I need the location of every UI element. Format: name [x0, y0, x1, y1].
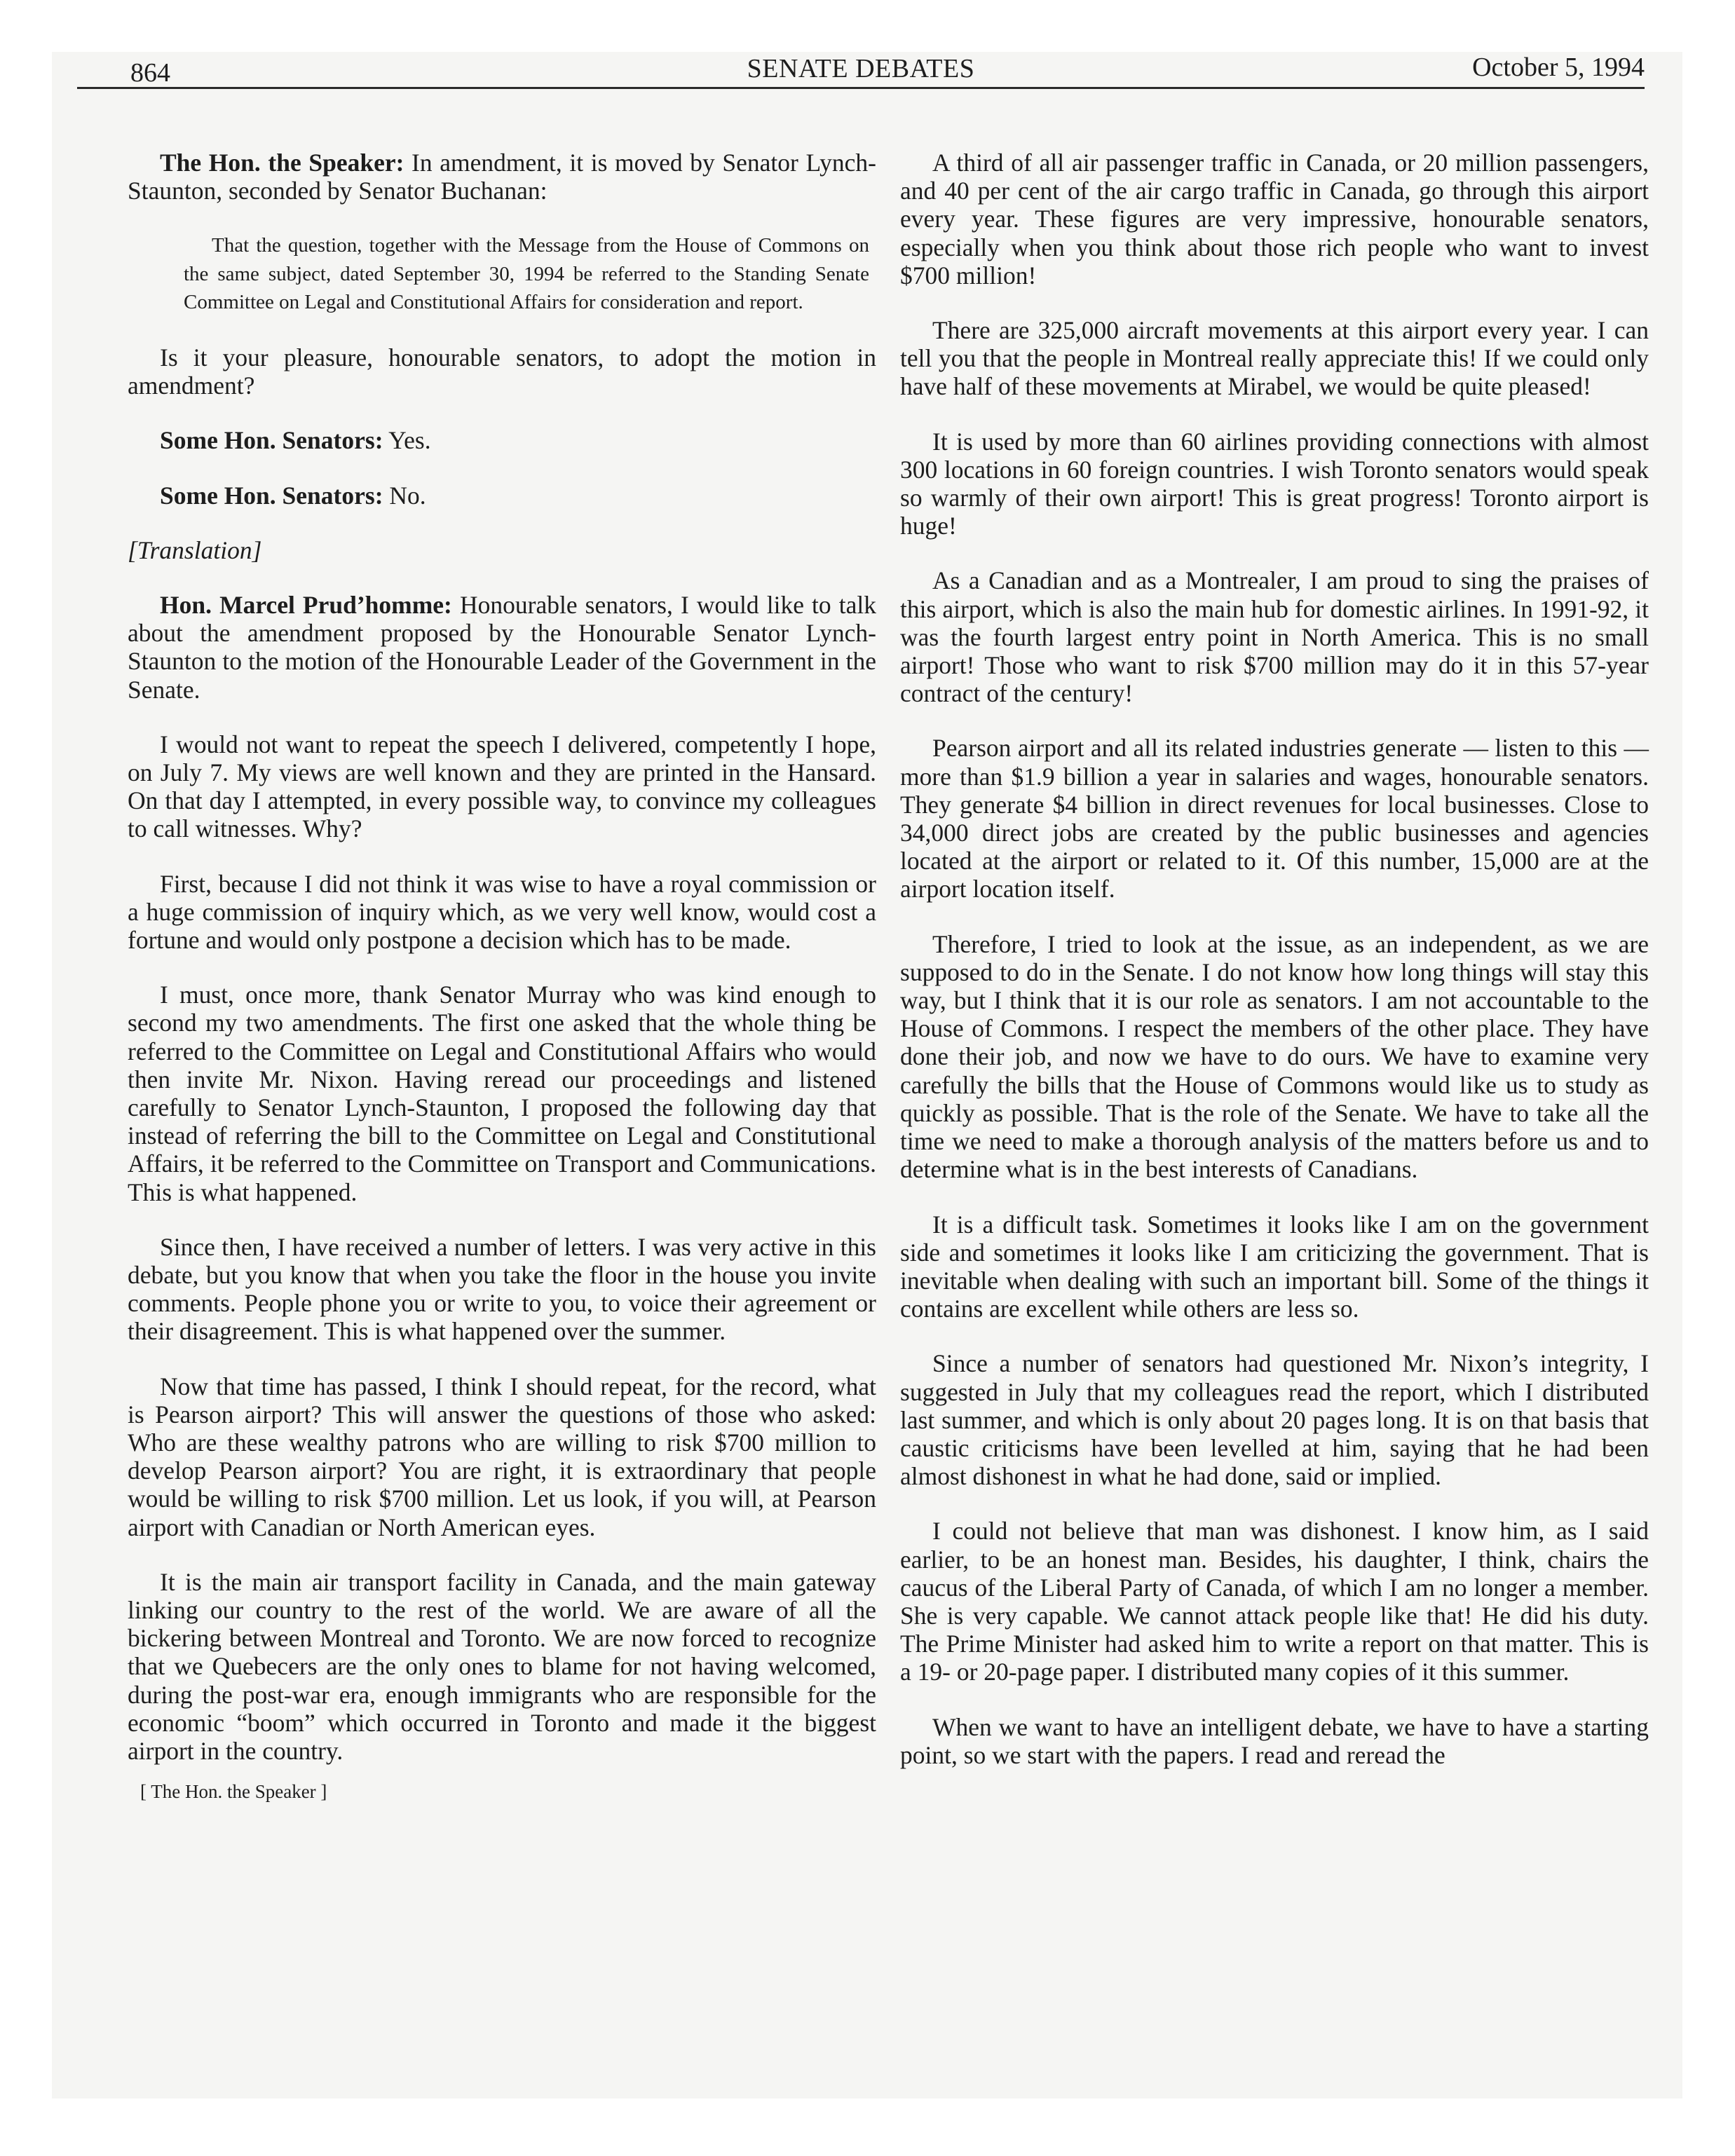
publication-date: October 5, 1994: [1472, 53, 1645, 82]
paragraph: Is it your pleasure, honourable senators, to adopt the motion in amendment?: [128, 343, 876, 400]
speaker-name: Hon. Marcel Prud’homme:: [160, 590, 452, 619]
paragraph: Pearson airport and all its related industries generate — listen to this — more than $1.9 billion a year in salaries and wages, honourable senators. They generate $4 billion in direct revenues for local businesses. Close to 34,000 direct jobs are created by the public businesses and agencies located at the airport or related to it. Of this number, 15,000 are at the airport location itself.: [900, 734, 1649, 903]
page-footnote: [ The Hon. the Speaker ]: [140, 1781, 327, 1803]
paragraph: First, because I did not think it was wise to have a royal commission or a huge commission of inquiry which, as we very well know, would cost a fortune and would only postpone a decision which has to be made.: [128, 869, 876, 954]
translation-tag: [Translation]: [128, 535, 262, 564]
page-number: 864: [130, 58, 170, 88]
left-column: [128, 149, 876, 1803]
paragraph: Since a number of senators had questioned Mr. Nixon’s integrity, I suggested in July that my colleagues read the report, which I distributed last summer, and which is only about 20 pages long. It is on that basis that caustic criticisms have been levelled at him, saying that he had been almost dishonest in what he had done, said or implied.: [900, 1349, 1649, 1491]
paragraph: When we want to have an intelligent debate, we have to have a starting point, so we start with the papers. I read and reread the: [900, 1712, 1649, 1769]
paragraph: [128, 591, 876, 704]
paragraph: I would not want to repeat the speech I delivered, competently I hope, on July 7. My views are well known and they are printed in the Hansard. On that day I attempted, in every possible way, to convince my colleagues to call witnesses. Why?: [128, 730, 876, 843]
paragraph: Now that time has passed, I think I should repeat, for the record, what is Pearson airport? This will answer the questions of those who asked: Who are these wealthy patrons who are willing to risk $700 million to develop Pearson airport? You are right, it is extraordinary that people would be willing to risk $700 million. Let us look, if you will, at Pearson airport with Canadian or North American eyes.: [128, 1372, 876, 1541]
motion-quote: That the question, together with the Message from the House of Commons on the same subject, dated September 30, 1994 be referred to the Standing Senate Committee on Legal and Constitutional Affairs for consideration and report.: [184, 234, 869, 314]
speech-text: No.: [383, 481, 426, 510]
speech-text: Yes.: [383, 426, 431, 455]
paragraph: As a Canadian and as a Montrealer, I am proud to sing the praises of this airport, which is also the main hub for domestic airlines. In 1991-92, it was the fourth largest entry point in North America. This is no small airport! Those who want to risk $700 million may do it in this 57-year contract of the century!: [900, 566, 1649, 708]
speech-text: In amendment, it is moved by Senator Lynch-Staunton, seconded by Senator Buchanan:: [128, 149, 877, 205]
page-header: [77, 50, 1645, 89]
speech-text: Honourable senators, I would like to talk about the amendment proposed by the Honourable Senator Lynch-Staunton to the motion of the Honourable Leader of the Government in the Senate.: [128, 590, 876, 704]
paragraph: [128, 149, 876, 205]
publication-title: SENATE DEBATES: [747, 54, 975, 83]
paragraph: A third of all air passenger traffic in Canada, or 20 million passengers, and 40 per cent of the air cargo traffic in Canada, go through this airport every year. These figures are very impressive, honourable senators, especially when you think about those rich people who want to invest $700 million!: [900, 149, 1649, 289]
speaker-name: Some Hon. Senators:: [160, 426, 383, 455]
speaker-name: The Hon. the Speaker:: [160, 149, 404, 177]
speaker-name: Some Hon. Senators:: [160, 481, 383, 510]
paragraph: I could not believe that man was dishonest. I know him, as I said earlier, to be an honest man. Besides, his daughter, I think, chairs the caucus of the Liberal Party of Canada, of which I am no longer a member. She is very capable. We cannot attack people like that! He did his duty. The Prime Minister had asked him to write a report on that matter. This is a 19- or 20-page paper. I distributed many copies of it this summer.: [900, 1517, 1649, 1686]
paragraph: It is a difficult task. Sometimes it looks like I am on the government side and sometimes it looks like I am criticizing the government. That is inevitable when dealing with such an important bill. Some of the things it contains are excellent while others are less so.: [900, 1210, 1649, 1323]
right-column: [900, 149, 1649, 1769]
paragraph: I must, once more, thank Senator Murray who was kind enough to second my two amendments. The first one asked that the whole thing be referred to the Committee on Legal and Constitutional Affairs who would then invite Mr. Nixon. Having reread our proceedings and listened carefully to Senator Lynch-Staunton, I proposed the following day that instead of referring the bill to the Committee on Legal and Constitutional Affairs, it be referred to the Committee on Transport and Communications. This is what happened.: [128, 981, 876, 1206]
paragraph: It is used by more than 60 airlines providing connections with almost 300 locations in 60 foreign countries. I wish Toronto senators would speak so warmly of their own airport! This is great progress! Toronto airport is huge!: [900, 427, 1649, 540]
paragraph: [128, 482, 876, 510]
paragraph: It is the main air transport facility in Canada, and the main gateway linking our country to the rest of the world. We are aware of all the bickering between Montreal and Toronto. We are now forced to recognize that we Quebecers are the only ones to blame for not having welcomed, during the post-war era, enough immigrants who are responsible for the economic “boom” which occurred in Toronto and made it the biggest airport in the country.: [128, 1567, 876, 1766]
paragraph: Therefore, I tried to look at the issue, as an independent, as we are supposed to do in the Senate. I do not know how long things will stay this way, but I think that it is our role as senators. I am not accountable to the House of Commons. I respect the members of the other place. They have done their job, and now we have to do ours. We have to examine very carefully the bills that the House of Commons would like us to study as quickly as possible. That is the role of the Senate. We have to take all the time we need to make a thorough analysis of the matters before us and to determine what is in the best interests of Canadians.: [900, 929, 1649, 1184]
paragraph: [128, 426, 876, 454]
paragraph: Since then, I have received a number of letters. I was very active in this debate, but you know that when you take the floor in the house you invite comments. People phone you or write to you, to voice their agreement or their disagreement. This is what happened over the summer.: [128, 1232, 876, 1346]
paragraph: There are 325,000 aircraft movements at this airport every year. I can tell you that the people in Montreal really appreciate this! If we could only have half of these movements at Mirabel, we would be quite pleased!: [900, 316, 1649, 401]
